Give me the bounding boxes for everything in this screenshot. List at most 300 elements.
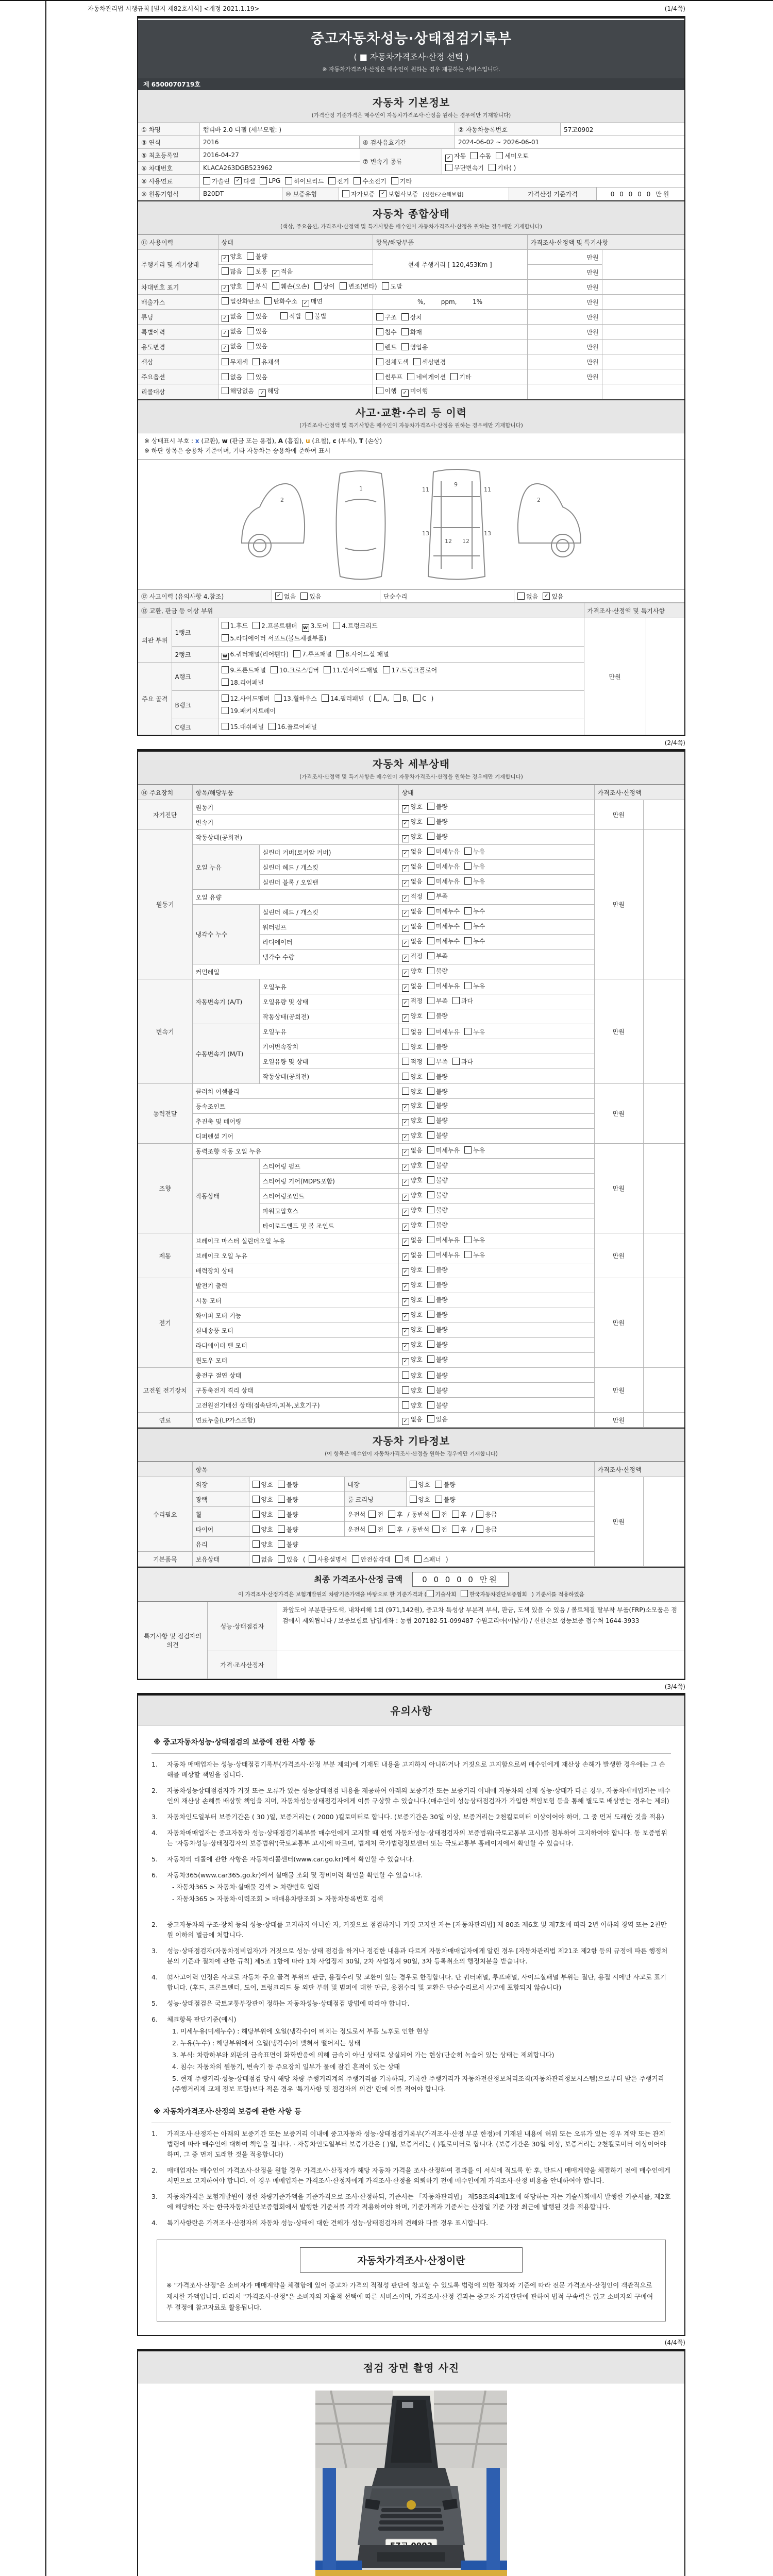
notice-section-title: ※ 중고자동차성능·상태점검의 보증에 관한 사항 등 xyxy=(152,1731,671,1754)
item-checks xyxy=(373,384,527,399)
checkbox[interactable] xyxy=(427,1073,434,1080)
checkbox[interactable] xyxy=(402,1028,409,1035)
checkbox[interactable] xyxy=(324,666,331,673)
checkbox[interactable] xyxy=(427,818,434,825)
checkbox[interactable] xyxy=(253,1481,260,1488)
checkbox[interactable] xyxy=(253,622,260,629)
checkbox-label: 양호 xyxy=(261,1496,273,1503)
checkbox[interactable]: ✓ xyxy=(402,895,409,902)
checkbox[interactable] xyxy=(427,922,434,929)
checkbox[interactable] xyxy=(435,1481,442,1488)
checkbox-label: 누유 xyxy=(473,1147,485,1155)
checkbox[interactable]: ✓ xyxy=(402,985,409,992)
position-checks xyxy=(344,1507,594,1522)
price-cell: 만원 xyxy=(527,280,602,295)
checkbox[interactable] xyxy=(402,1401,409,1409)
checkbox[interactable] xyxy=(464,907,472,914)
checkbox[interactable] xyxy=(461,1590,468,1597)
checkbox[interactable] xyxy=(427,1341,434,1348)
checkbox[interactable] xyxy=(402,1043,409,1050)
checkbox[interactable]: ✓ xyxy=(402,1179,409,1186)
checkbox[interactable] xyxy=(413,694,421,702)
checkbox[interactable]: ✓ xyxy=(259,389,266,397)
checkbox[interactable] xyxy=(401,328,409,335)
checkbox[interactable]: ✓ xyxy=(402,850,409,857)
checkbox[interactable] xyxy=(435,1496,442,1503)
checkbox[interactable] xyxy=(253,1540,260,1548)
checkbox[interactable] xyxy=(464,937,472,944)
checkbox[interactable]: ✓ xyxy=(402,940,409,947)
checkbox[interactable] xyxy=(271,666,278,673)
checkbox[interactable]: ✓ xyxy=(402,1209,409,1216)
notice-item-text: ⑫사고이력 인정은 사고로 자동차 주요 골격 부위의 판금, 용접수리 및 교환이 있는 경우로 한정합니다. 단 쿼터패널, 루프패널, 사이드실패널 부위는 절단, 용접 시에만 사고로 표기합니다. (후드, 프론트펜더, 도어, 트렁크리드 등 외판 부위 및 범퍼에 대한 판금, 용접수리 및 교환은 단순수리로서 사고에 포함되지 않습니다) xyxy=(167,1973,667,1992)
checkbox[interactable] xyxy=(427,1146,434,1154)
state-checks xyxy=(398,1069,594,1084)
checkbox[interactable] xyxy=(427,1012,434,1019)
checkbox[interactable] xyxy=(427,1206,434,1213)
checkbox-label: 있음 xyxy=(286,1555,298,1563)
checkbox[interactable] xyxy=(427,997,434,1004)
checkbox[interactable] xyxy=(309,1555,316,1563)
checkbox[interactable] xyxy=(278,1555,285,1563)
checkbox-label: 양호 xyxy=(410,1088,423,1095)
checkbox[interactable]: ✓ xyxy=(402,1328,409,1335)
checkbox[interactable] xyxy=(464,877,472,885)
remark-cell xyxy=(643,830,684,979)
checkbox[interactable]: ✓ xyxy=(402,835,409,842)
checkbox[interactable] xyxy=(432,1526,440,1533)
checkbox[interactable] xyxy=(328,177,335,184)
checkbox[interactable] xyxy=(203,177,210,184)
checkbox[interactable] xyxy=(222,358,229,365)
checkbox[interactable] xyxy=(402,1088,409,1095)
checkbox[interactable]: ✓ xyxy=(402,999,409,1007)
checkbox-label: 불량 xyxy=(435,1162,448,1170)
checkbox-label: 불량 xyxy=(435,1296,448,1304)
checkbox[interactable] xyxy=(278,1540,285,1548)
diagram-number: 2 xyxy=(537,497,541,504)
notice-item: 4. 특기사항란은 가격조사·산정자의 자동차 성능·상태에 대한 견해가 성능·상태점검자의 견해와 다를 경우 표시합니다. xyxy=(152,2218,671,2228)
checkbox[interactable] xyxy=(464,1251,472,1258)
checkbox[interactable] xyxy=(402,1371,409,1379)
checkbox[interactable] xyxy=(427,937,434,944)
checkbox[interactable] xyxy=(427,877,434,885)
checkbox-label: 수동 xyxy=(479,152,492,160)
checkbox[interactable]: ✓ xyxy=(402,880,409,887)
checkbox[interactable]: ✓ xyxy=(234,177,242,184)
checkbox-label: 양호 xyxy=(410,1222,423,1229)
checkbox[interactable] xyxy=(496,152,503,159)
simple-repair-label: 단순수리 xyxy=(380,590,514,603)
checkbox[interactable]: ✓ xyxy=(402,1194,409,1201)
checkbox[interactable]: ✓ xyxy=(401,389,409,397)
checkbox[interactable] xyxy=(300,592,308,600)
state-checks xyxy=(406,1492,594,1507)
checkbox-label: 안전삼각대 xyxy=(360,1555,391,1563)
checkbox[interactable] xyxy=(222,622,229,629)
checkbox[interactable] xyxy=(322,694,329,702)
item-label: 유리 xyxy=(192,1537,249,1552)
reg-number-value: 57고0902 xyxy=(561,123,684,136)
price-cell: 만원 xyxy=(527,354,602,369)
checkbox[interactable] xyxy=(247,282,254,290)
checkbox[interactable] xyxy=(222,707,229,714)
checkbox[interactable]: ✓ xyxy=(222,255,229,262)
checkbox[interactable] xyxy=(464,848,472,855)
checkbox[interactable]: ✓ xyxy=(302,300,309,307)
checkbox[interactable] xyxy=(432,1511,440,1518)
checkbox-label: 양호 xyxy=(261,1481,273,1488)
checkbox[interactable]: ✓ xyxy=(402,820,409,827)
checkbox[interactable] xyxy=(222,723,229,730)
checkbox[interactable]: ✓ xyxy=(402,1283,409,1291)
checkbox[interactable] xyxy=(427,907,434,914)
checkbox[interactable] xyxy=(450,373,458,380)
checkbox-label: 색상변경 xyxy=(422,358,446,366)
checkbox[interactable] xyxy=(314,282,322,290)
checkbox-label: 없음 xyxy=(410,1147,423,1155)
checkbox-label: 매연 xyxy=(310,298,323,305)
checkbox[interactable] xyxy=(374,694,381,702)
checkbox[interactable] xyxy=(247,267,254,275)
checkbox[interactable] xyxy=(222,694,229,702)
checkbox-label: 한국자동차진단보증협회 xyxy=(469,1591,527,1598)
diagram-number: 1 xyxy=(359,485,363,493)
column-header: 항목/해당부품 xyxy=(373,235,527,250)
checkbox[interactable] xyxy=(427,1236,434,1243)
notice-item-text: 자동차의 리콜에 관한 사항은 자동차리콜센터(www.car.go.kr)에서 확인할 수 있습니다. xyxy=(167,1855,414,1863)
checkbox[interactable] xyxy=(253,1511,260,1518)
subgroup-label: 작동상태 xyxy=(192,1159,259,1233)
checkbox[interactable]: ✓ xyxy=(445,155,452,162)
checkbox-label: 불량 xyxy=(435,1102,448,1110)
checkbox[interactable] xyxy=(222,373,229,380)
checkbox[interactable]: ✓ xyxy=(402,1014,409,1022)
checkbox[interactable] xyxy=(376,328,383,335)
checkbox-label: 불량 xyxy=(435,1207,448,1214)
checkbox[interactable]: ✓ xyxy=(402,1164,409,1171)
checkbox[interactable] xyxy=(427,862,434,870)
checkbox[interactable]: w xyxy=(222,653,229,660)
checkbox[interactable] xyxy=(376,313,383,320)
checkbox-label: 없음 xyxy=(230,313,242,320)
price-cell: 만원 xyxy=(584,618,646,735)
checkbox[interactable] xyxy=(253,358,260,365)
column-header: 상태 xyxy=(218,235,373,250)
checkbox[interactable] xyxy=(260,177,267,184)
checkbox[interactable] xyxy=(333,622,340,629)
notice-item: 3. 자동차인도일부터 보증기간은 ( 30 )일, 보증거리는 ( 2000 )킬로미터로 합니다. (보증기간은 30일 이상, 보증거리는 2천킬로미터 이상이어야 하며, 그 중 먼저 도래한 것을 적용) xyxy=(152,1812,671,1822)
simple-repair-checks xyxy=(514,590,684,603)
checkbox[interactable]: ✓ xyxy=(402,1239,409,1246)
diagram-top-view xyxy=(322,466,399,584)
checkbox[interactable] xyxy=(280,312,288,319)
checkbox-label: 9.프론트패널 xyxy=(230,667,266,674)
checkbox[interactable] xyxy=(452,1058,460,1065)
checkbox[interactable]: ✓ xyxy=(402,805,409,812)
checkbox[interactable] xyxy=(452,997,460,1004)
checkbox[interactable] xyxy=(427,1176,434,1183)
checkbox[interactable] xyxy=(268,723,276,730)
checkbox[interactable] xyxy=(388,1526,395,1533)
checkbox[interactable] xyxy=(427,1116,434,1124)
checkbox[interactable] xyxy=(464,922,472,929)
item-checks xyxy=(373,354,527,369)
checkbox[interactable] xyxy=(410,1496,417,1503)
column-header: ⑭ 주요장치 xyxy=(138,785,192,800)
device-group-label: 조향 xyxy=(138,1144,192,1233)
checkbox[interactable] xyxy=(382,282,389,290)
checkbox[interactable] xyxy=(278,1526,285,1533)
checkbox[interactable] xyxy=(383,666,390,673)
checkbox[interactable] xyxy=(222,267,229,275)
checkbox[interactable] xyxy=(464,982,472,989)
checkbox[interactable] xyxy=(222,666,229,673)
checkbox[interactable] xyxy=(427,1043,434,1050)
checkbox[interactable] xyxy=(427,1326,434,1333)
item-label: 동력조향 작동 오일 누유 xyxy=(192,1144,398,1159)
checkbox-label: 없음 xyxy=(230,328,242,335)
checkbox[interactable] xyxy=(427,1386,434,1394)
checkbox[interactable]: w xyxy=(302,624,309,632)
state-checks xyxy=(398,1278,594,1293)
checkbox[interactable] xyxy=(264,297,272,304)
checkbox[interactable] xyxy=(391,177,398,184)
checkbox[interactable] xyxy=(293,650,300,657)
checkbox[interactable] xyxy=(354,177,361,184)
photos-title: 점검 장면 촬영 사진 xyxy=(363,2362,460,2375)
checkbox[interactable] xyxy=(388,1511,395,1518)
checkbox[interactable] xyxy=(464,1236,472,1243)
checkbox[interactable] xyxy=(342,190,349,197)
checkbox[interactable] xyxy=(410,1481,417,1488)
state-checks xyxy=(249,1537,594,1552)
checkbox[interactable] xyxy=(427,1088,434,1095)
checkbox[interactable] xyxy=(427,952,434,959)
checkbox[interactable] xyxy=(272,282,279,290)
remark-cell xyxy=(643,1084,684,1144)
checkbox[interactable] xyxy=(427,1161,434,1168)
row-label: 색상 xyxy=(138,354,218,369)
checkbox[interactable]: ✓ xyxy=(272,270,279,277)
checkbox[interactable]: ✓ xyxy=(543,592,550,600)
checkbox-label: 불량 xyxy=(286,1540,298,1548)
checkbox[interactable] xyxy=(376,373,383,380)
checkbox[interactable] xyxy=(395,1555,402,1563)
checkbox[interactable] xyxy=(247,312,254,319)
checkbox[interactable] xyxy=(427,1266,434,1273)
checkbox[interactable] xyxy=(427,1281,434,1288)
checkbox[interactable] xyxy=(376,387,383,394)
checkbox[interactable] xyxy=(427,1191,434,1198)
row-label: 배출가스 xyxy=(138,295,218,310)
checkbox[interactable] xyxy=(464,862,472,870)
checkbox[interactable] xyxy=(253,1555,260,1563)
checkbox[interactable]: ✓ xyxy=(402,865,409,872)
checkbox[interactable]: ✓ xyxy=(402,1343,409,1350)
checkbox[interactable] xyxy=(394,694,401,702)
column-header: 가격조사·산정액 xyxy=(594,1462,684,1477)
checkbox[interactable]: ✓ xyxy=(222,345,229,352)
checkbox[interactable]: ✓ xyxy=(402,1104,409,1111)
remark-cell xyxy=(602,354,684,369)
checkbox[interactable]: ✓ xyxy=(402,910,409,917)
rank-items xyxy=(218,691,584,719)
checkbox[interactable]: ✓ xyxy=(222,330,229,337)
checkbox[interactable] xyxy=(253,1526,260,1533)
checkbox-label: 양호 xyxy=(418,1496,430,1503)
checkbox[interactable] xyxy=(368,1511,376,1518)
checkbox[interactable] xyxy=(445,164,452,171)
checkbox[interactable] xyxy=(427,1401,434,1409)
checkbox[interactable] xyxy=(402,1386,409,1394)
checkbox[interactable] xyxy=(427,1355,434,1363)
checkbox[interactable] xyxy=(275,694,282,702)
checkbox-label: 불법 xyxy=(314,313,327,320)
checkbox[interactable] xyxy=(340,282,347,290)
checkbox[interactable]: ✓ xyxy=(275,592,282,600)
checkbox[interactable] xyxy=(427,803,434,810)
checkbox[interactable] xyxy=(247,327,254,334)
checkbox[interactable] xyxy=(464,1028,472,1035)
checkbox[interactable] xyxy=(222,679,229,686)
appraiser-label: 가격·조사산정자 xyxy=(208,1651,277,1679)
checkbox[interactable] xyxy=(222,297,229,304)
checkbox[interactable] xyxy=(427,967,434,974)
checkbox[interactable] xyxy=(247,373,254,380)
checkbox-label: 양호 xyxy=(410,803,423,811)
checkbox[interactable] xyxy=(476,1526,483,1533)
checkbox[interactable]: ✓ xyxy=(402,970,409,977)
text: / xyxy=(471,1511,474,1518)
checkbox[interactable] xyxy=(253,1496,260,1503)
checkbox-label: 잭 xyxy=(404,1555,410,1563)
checkbox-label: 미세누수 xyxy=(435,938,460,945)
checkbox[interactable]: ✓ xyxy=(402,1253,409,1261)
checkbox[interactable] xyxy=(452,1526,459,1533)
checkbox[interactable] xyxy=(368,1526,376,1533)
checkbox[interactable] xyxy=(427,1221,434,1228)
checkbox[interactable]: ✓ xyxy=(402,1224,409,1231)
checkbox[interactable] xyxy=(427,1590,434,1597)
checkbox[interactable] xyxy=(337,650,344,657)
checkbox-label: 불량 xyxy=(435,833,448,841)
checkbox-label: 18.리어패널 xyxy=(230,679,264,687)
checkbox[interactable]: ✓ xyxy=(402,1313,409,1320)
checkbox[interactable] xyxy=(427,982,434,989)
checkbox[interactable] xyxy=(427,1371,434,1379)
checkbox[interactable] xyxy=(464,1146,472,1154)
state-checks xyxy=(398,875,594,890)
checkbox[interactable]: ✓ xyxy=(402,1418,409,1425)
checkbox[interactable] xyxy=(376,343,383,350)
checkbox[interactable] xyxy=(452,1511,459,1518)
price-appraisal-info-title: 자동차가격조사·산정이란 xyxy=(300,2247,523,2273)
notice-item-text: 자동차 매매업자는 성능·상태점검기록부(가격조사·산정 부분 제외)에 기재된 내용을 고지하지 아니하거나 거짓으로 고지함으로써 매수인에게 재산상 손해가 발생한 경우에는 그 손해를 배상할 책임을 집니다. xyxy=(167,1760,665,1779)
checkbox[interactable] xyxy=(427,1311,434,1318)
field-label: ⑤ 최초등록일 xyxy=(138,149,200,162)
checkbox[interactable] xyxy=(427,1131,434,1139)
checkbox[interactable] xyxy=(414,1555,422,1563)
checkbox[interactable] xyxy=(427,833,434,840)
checkbox[interactable]: ✓ xyxy=(402,955,409,962)
checkbox[interactable] xyxy=(222,387,229,394)
checkbox[interactable] xyxy=(427,1296,434,1303)
checkbox-label: 후 xyxy=(396,1511,403,1518)
checkbox[interactable] xyxy=(427,1028,434,1035)
checkbox[interactable] xyxy=(427,848,434,855)
checkbox[interactable] xyxy=(401,313,409,320)
checkbox[interactable] xyxy=(247,252,254,260)
checkbox[interactable] xyxy=(407,373,414,380)
checkbox-label: 양호 xyxy=(410,1043,423,1050)
checkbox[interactable]: ✓ xyxy=(402,1149,409,1156)
checkbox[interactable]: ✓ xyxy=(222,285,229,292)
checkbox-label: 디젤 xyxy=(243,177,255,185)
checkbox[interactable] xyxy=(402,1058,409,1065)
price-cell: 만원 xyxy=(527,250,602,265)
rank-label: A랭크 xyxy=(172,663,218,691)
checkbox[interactable]: ✓ xyxy=(402,1298,409,1306)
checkbox[interactable] xyxy=(306,312,313,319)
basic-info-note: (가격산정 기준가격은 매수인이 자동차가격조사·산정을 원하는 경우에만 기재합니다) xyxy=(311,112,511,118)
checkbox[interactable]: ✓ xyxy=(402,925,409,932)
checkbox[interactable] xyxy=(476,1511,483,1518)
checkbox[interactable]: ✓ xyxy=(402,1358,409,1365)
checkbox-label: 부식 xyxy=(255,283,267,290)
checkbox[interactable] xyxy=(401,343,409,350)
checkbox[interactable]: ✓ xyxy=(402,1119,409,1126)
checkbox-label: 후 xyxy=(460,1511,467,1518)
final-price-note xyxy=(138,1590,684,1598)
checkbox[interactable] xyxy=(427,1101,434,1109)
checkbox[interactable] xyxy=(278,1481,285,1488)
legend-symbol: x xyxy=(195,437,199,445)
checkbox[interactable] xyxy=(517,592,525,600)
checkbox-label: 누유 xyxy=(473,863,485,871)
checkbox[interactable] xyxy=(413,358,421,365)
checkbox[interactable] xyxy=(470,152,478,159)
checkbox[interactable] xyxy=(427,1415,434,1422)
checkbox[interactable] xyxy=(427,892,434,900)
checkbox[interactable] xyxy=(402,1073,409,1080)
checkbox-label: 불량 xyxy=(435,1371,448,1379)
state-checks xyxy=(398,950,594,964)
group-label: 기본품목 xyxy=(138,1552,192,1567)
form-meta xyxy=(88,4,685,13)
checkbox-label: 불량 xyxy=(286,1481,298,1488)
checkbox[interactable] xyxy=(489,164,496,171)
checkbox[interactable]: ✓ xyxy=(222,315,229,322)
checkbox[interactable] xyxy=(278,1511,285,1518)
checkbox-label: A, xyxy=(383,695,390,703)
checkbox[interactable] xyxy=(352,1555,359,1563)
checkbox[interactable] xyxy=(222,634,229,641)
checkbox[interactable] xyxy=(285,177,292,184)
checkbox[interactable]: ✓ xyxy=(402,1134,409,1141)
checkbox[interactable]: ✓ xyxy=(402,1268,409,1276)
rank-label: 2랭크 xyxy=(172,647,218,663)
checkbox[interactable] xyxy=(278,1496,285,1503)
checkbox[interactable]: ✓ xyxy=(379,190,386,197)
item-label: 오일 유량 xyxy=(192,890,398,905)
state-checks xyxy=(398,860,594,875)
checkbox[interactable] xyxy=(427,1058,434,1065)
checkbox[interactable] xyxy=(376,358,383,365)
checkbox[interactable] xyxy=(247,342,254,349)
state-checks xyxy=(398,1383,594,1398)
checkbox[interactable] xyxy=(427,1251,434,1258)
